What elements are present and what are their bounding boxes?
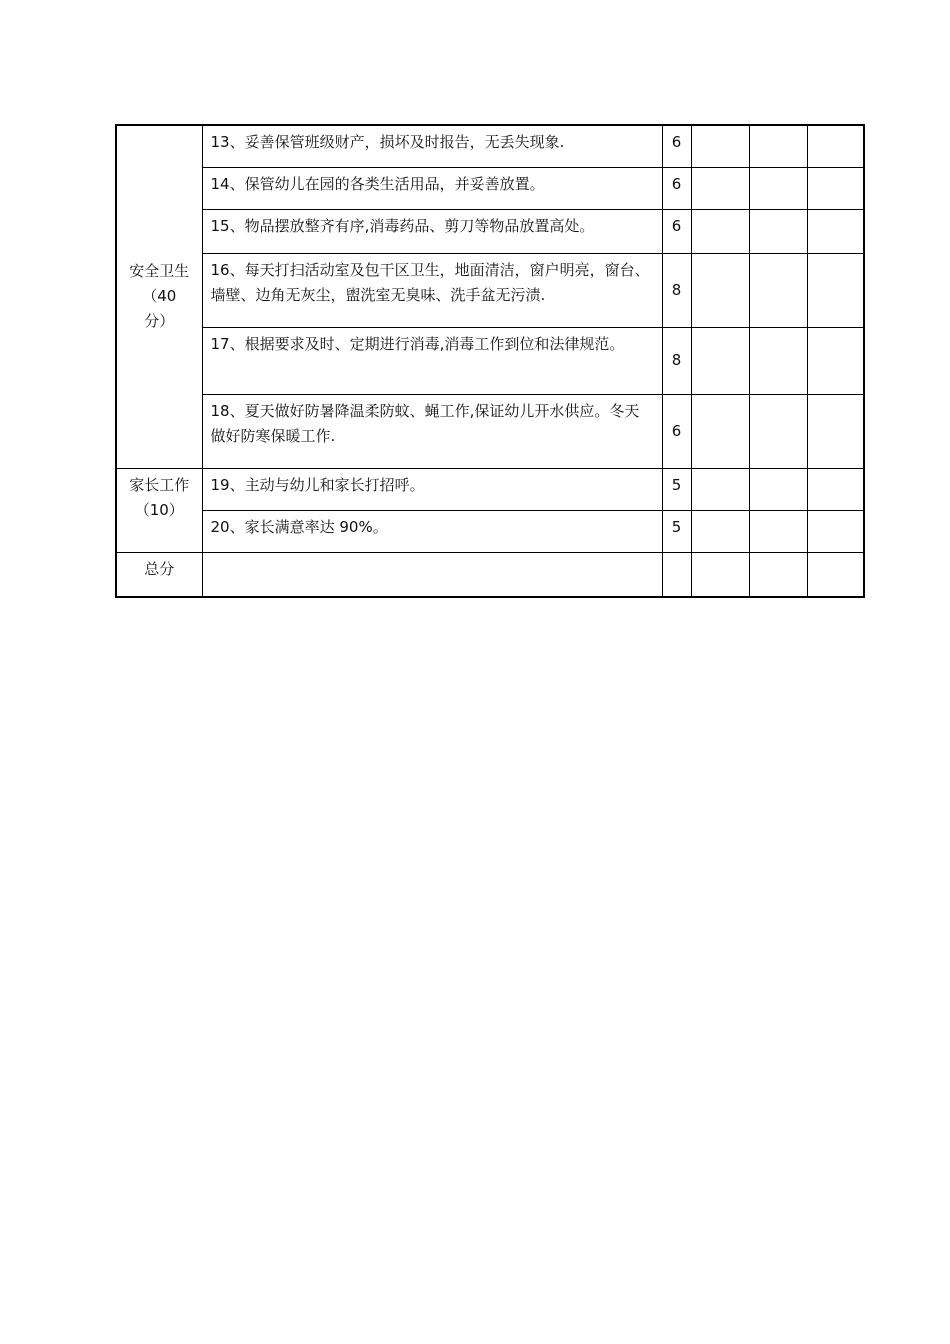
blank-cell xyxy=(691,394,749,468)
blank-cell xyxy=(807,327,864,394)
table-row xyxy=(116,327,864,394)
blank-cell xyxy=(749,167,807,209)
category-points-unit: 分） xyxy=(144,312,175,331)
blank-cell xyxy=(691,125,749,167)
score-cell: 8 xyxy=(662,327,691,394)
criteria-cell: 17、根据要求及时、定期进行消毒,消毒工作到位和法律规范。 xyxy=(202,327,662,394)
blank-cell xyxy=(749,209,807,253)
blank-cell xyxy=(749,394,807,468)
blank-cell xyxy=(202,552,662,597)
category-points: （40 xyxy=(142,287,177,306)
blank-cell xyxy=(691,253,749,327)
blank-cell xyxy=(662,552,691,597)
blank-cell xyxy=(749,327,807,394)
criteria-cell: 18、夏天做好防暑降温柔防蚊、蝇工作,保证幼儿开水供应。冬天做好防寒保暖工作. xyxy=(202,394,662,468)
table-row xyxy=(116,510,864,552)
score-cell: 8 xyxy=(662,253,691,327)
score-cell: 6 xyxy=(662,394,691,468)
table-row xyxy=(116,394,864,468)
category-cell-parents xyxy=(116,468,202,552)
category-points: （10） xyxy=(134,500,184,519)
category-cell-safety xyxy=(116,125,202,468)
blank-cell xyxy=(691,552,749,597)
blank-cell xyxy=(807,125,864,167)
score-cell: 5 xyxy=(662,510,691,552)
blank-cell xyxy=(749,253,807,327)
criteria-cell: 14、保管幼儿在园的各类生活用品，并妥善放置。 xyxy=(202,167,662,209)
score-table xyxy=(115,124,865,598)
blank-cell xyxy=(691,468,749,510)
table-row xyxy=(116,209,864,253)
blank-cell xyxy=(691,327,749,394)
blank-cell xyxy=(749,552,807,597)
criteria-cell: 16、每天打扫活动室及包干区卫生，地面清洁，窗户明亮，窗台、墙壁、边角无灰尘，盥洗室无臭味、洗手盆无污渍. xyxy=(202,253,662,327)
blank-cell xyxy=(807,209,864,253)
score-cell: 6 xyxy=(662,209,691,253)
score-cell: 6 xyxy=(662,167,691,209)
table-row xyxy=(116,253,864,327)
criteria-cell: 19、主动与幼儿和家长打招呼。 xyxy=(202,468,662,510)
score-cell: 6 xyxy=(662,125,691,167)
total-row xyxy=(116,552,864,597)
category-label: 家长工作 xyxy=(129,475,190,494)
criteria-cell: 13、妥善保管班级财产，损坏及时报告，无丢失现象. xyxy=(202,125,662,167)
category-label: 安全卫生 xyxy=(129,262,190,281)
blank-cell xyxy=(749,468,807,510)
blank-cell xyxy=(807,510,864,552)
table-row xyxy=(116,125,864,167)
total-label: 总分 xyxy=(116,552,202,597)
criteria-cell: 15、物品摆放整齐有序,消毒药品、剪刀等物品放置高处。 xyxy=(202,209,662,253)
blank-cell xyxy=(749,510,807,552)
blank-cell xyxy=(691,209,749,253)
score-cell: 5 xyxy=(662,468,691,510)
table-row xyxy=(116,468,864,510)
blank-cell xyxy=(807,253,864,327)
criteria-cell: 20、家长满意率达 90%。 xyxy=(202,510,662,552)
blank-cell xyxy=(691,510,749,552)
blank-cell xyxy=(749,125,807,167)
blank-cell xyxy=(691,167,749,209)
table-row xyxy=(116,167,864,209)
blank-cell xyxy=(807,167,864,209)
blank-cell xyxy=(807,468,864,510)
blank-cell xyxy=(807,552,864,597)
blank-cell xyxy=(807,394,864,468)
